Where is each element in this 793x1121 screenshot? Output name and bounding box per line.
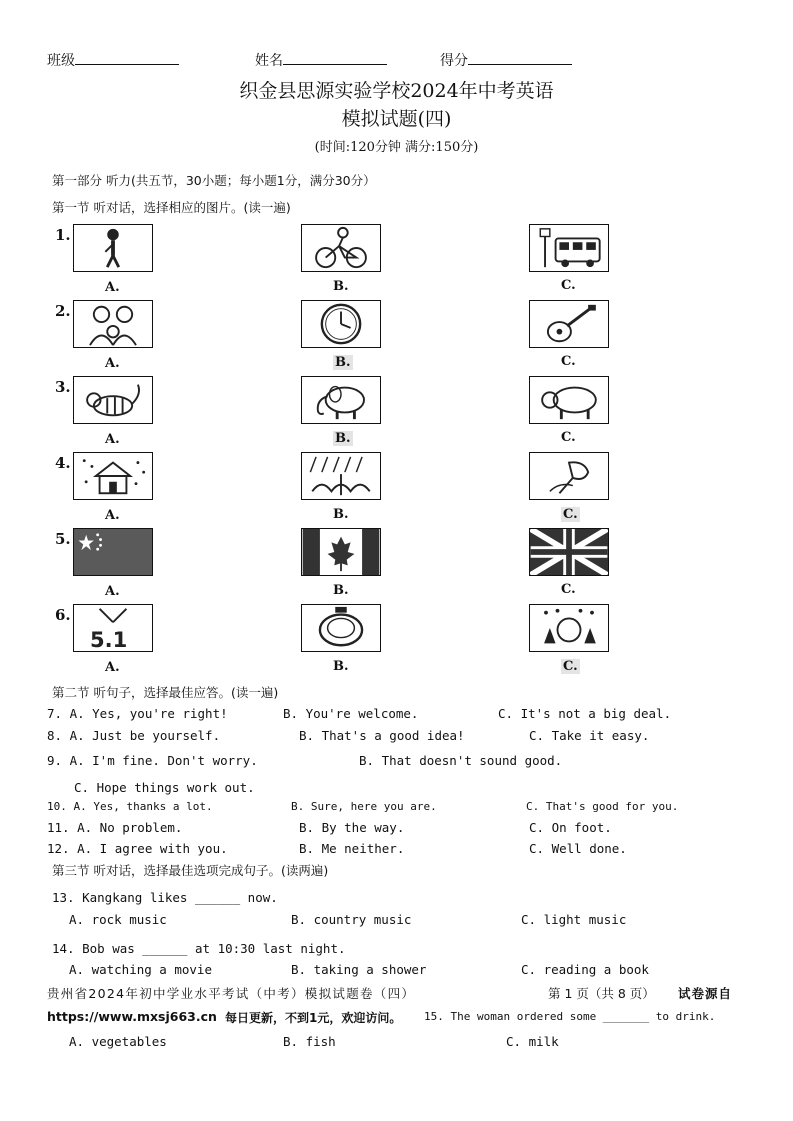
- question-number: 1.: [55, 226, 71, 244]
- q13-stem: 13. Kangkang likes ______ now.: [52, 890, 278, 905]
- q9-option-a[interactable]: 9. A. I'm fine. Don't worry.: [47, 753, 258, 768]
- q13-option-b[interactable]: B. country music: [291, 912, 412, 927]
- option-label: C.: [561, 278, 576, 293]
- footer-page: 第 1 页（共 8 页）: [548, 986, 655, 1001]
- score-field: [440, 50, 572, 70]
- option-label: B.: [333, 659, 349, 674]
- labor-day-icon[interactable]: [73, 604, 153, 652]
- family-icon[interactable]: [73, 300, 153, 348]
- walking-boy-icon[interactable]: [73, 224, 153, 272]
- christmas-icon[interactable]: [529, 604, 609, 652]
- cyclist-icon[interactable]: [301, 224, 381, 272]
- q14-stem: 14. Bob was ______ at 10:30 last night.: [52, 941, 346, 956]
- option-label: A.: [105, 660, 120, 675]
- name-field: [255, 50, 387, 70]
- option-label: B.: [333, 279, 349, 294]
- q14-option-c[interactable]: C. reading a book: [521, 962, 649, 977]
- q15-option-c[interactable]: C. milk: [506, 1034, 559, 1049]
- bear-icon[interactable]: [529, 376, 609, 424]
- bus-stop-icon[interactable]: [529, 224, 609, 272]
- q15-stem: 15. The woman ordered some _______ to drink.: [424, 1010, 716, 1023]
- footer-url[interactable]: https://www.mxsj663.cn: [47, 1009, 217, 1024]
- tiger-icon[interactable]: [73, 376, 153, 424]
- question-number: 6.: [55, 606, 71, 624]
- snowy-house-icon[interactable]: [73, 452, 153, 500]
- q8-option-c[interactable]: C. Take it easy.: [529, 728, 650, 743]
- q10-option-c[interactable]: C. That's good for you.: [526, 800, 679, 813]
- q10-option-a[interactable]: 10. A. Yes, thanks a lot.: [47, 800, 213, 813]
- option-label: C.: [561, 430, 576, 445]
- question-number: 5.: [55, 530, 71, 548]
- q15-option-b[interactable]: B. fish: [283, 1034, 336, 1049]
- option-label: C.: [561, 354, 576, 369]
- page-subtitle: 模拟试题(四): [341, 108, 452, 130]
- q11-option-c[interactable]: C. On foot.: [529, 820, 612, 835]
- option-label: A.: [105, 584, 120, 599]
- name-blank[interactable]: [283, 51, 387, 65]
- writing-hand-icon[interactable]: [529, 452, 609, 500]
- footer-source-label: 试卷源自: [678, 986, 733, 1001]
- option-label: B.: [335, 431, 351, 446]
- canada-flag-icon[interactable]: [301, 528, 381, 576]
- q12-option-b[interactable]: B. Me neither.: [299, 841, 405, 856]
- q10-option-b[interactable]: B. Sure, here you are.: [291, 800, 437, 813]
- q13-option-c[interactable]: C. light music: [521, 912, 627, 927]
- question-number: 4.: [55, 454, 71, 472]
- footer-exam-name: 贵州省2024年初中学业水平考试（中考）模拟试题卷（四）: [47, 986, 416, 1001]
- q7-option-b[interactable]: B. You're welcome.: [283, 706, 419, 721]
- q14-option-a[interactable]: A. watching a movie: [69, 962, 212, 977]
- option-label: A.: [105, 432, 120, 447]
- part1-heading: 第一部分 听力(共五节，30小题；每小题1分，满分30分）: [52, 173, 376, 188]
- class-label: 班级: [47, 53, 75, 69]
- q8-option-a[interactable]: 8. A. Just be yourself.: [47, 728, 221, 743]
- storm-icon[interactable]: [301, 452, 381, 500]
- section1-heading: 第一节 听对话，选择相应的图片。(读一遍): [52, 200, 291, 215]
- clock-icon[interactable]: [301, 300, 381, 348]
- mooncake-icon[interactable]: [301, 604, 381, 652]
- q7-option-a[interactable]: 7. A. Yes, you're right!: [47, 706, 228, 721]
- score-blank[interactable]: [468, 51, 572, 65]
- name-label: 姓名: [255, 53, 283, 69]
- question-number: 3.: [55, 378, 71, 396]
- option-label: A.: [105, 508, 120, 523]
- q11-option-b[interactable]: B. By the way.: [299, 820, 405, 835]
- q11-option-a[interactable]: 11. A. No problem.: [47, 820, 183, 835]
- score-label: 得分: [440, 53, 468, 69]
- footer-promo: 每日更新，不到1元，欢迎访问。: [225, 1011, 402, 1025]
- class-blank[interactable]: [75, 51, 179, 65]
- q13-option-a[interactable]: A. rock music: [69, 912, 167, 927]
- option-label: A.: [105, 280, 120, 295]
- option-label: C.: [563, 659, 578, 674]
- page-title: 织金县思源实验学校2024年中考英语: [239, 80, 554, 102]
- uk-flag-icon[interactable]: [529, 528, 609, 576]
- time-info: (时间:120分钟 满分:150分): [314, 140, 479, 155]
- elephant-icon[interactable]: [301, 376, 381, 424]
- section2-heading: 第二节 听句子，选择最佳应答。(读一遍): [52, 685, 279, 700]
- q15-option-a[interactable]: A. vegetables: [69, 1034, 167, 1049]
- option-label: B.: [333, 583, 349, 598]
- question-number: 2.: [55, 302, 71, 320]
- guitar-icon[interactable]: [529, 300, 609, 348]
- q12-option-c[interactable]: C. Well done.: [529, 841, 627, 856]
- svg-text:5.1: 5.1: [90, 627, 128, 651]
- china-flag-icon[interactable]: [73, 528, 153, 576]
- q8-option-b[interactable]: B. That's a good idea!: [299, 728, 465, 743]
- option-label: C.: [563, 507, 578, 522]
- option-label: B.: [335, 355, 351, 370]
- option-label: A.: [105, 356, 120, 371]
- q9-option-b[interactable]: B. That doesn't sound good.: [359, 753, 563, 768]
- q14-option-b[interactable]: B. taking a shower: [291, 962, 427, 977]
- q9-option-c[interactable]: C. Hope things work out.: [74, 780, 255, 795]
- q12-option-a[interactable]: 12. A. I agree with you.: [47, 841, 228, 856]
- class-field: [47, 50, 179, 70]
- option-label: C.: [561, 582, 576, 597]
- option-label: B.: [333, 507, 349, 522]
- section3-heading: 第三节 听对话，选择最佳选项完成句子。(读两遍): [52, 863, 329, 878]
- q7-option-c[interactable]: C. It's not a big deal.: [498, 706, 672, 721]
